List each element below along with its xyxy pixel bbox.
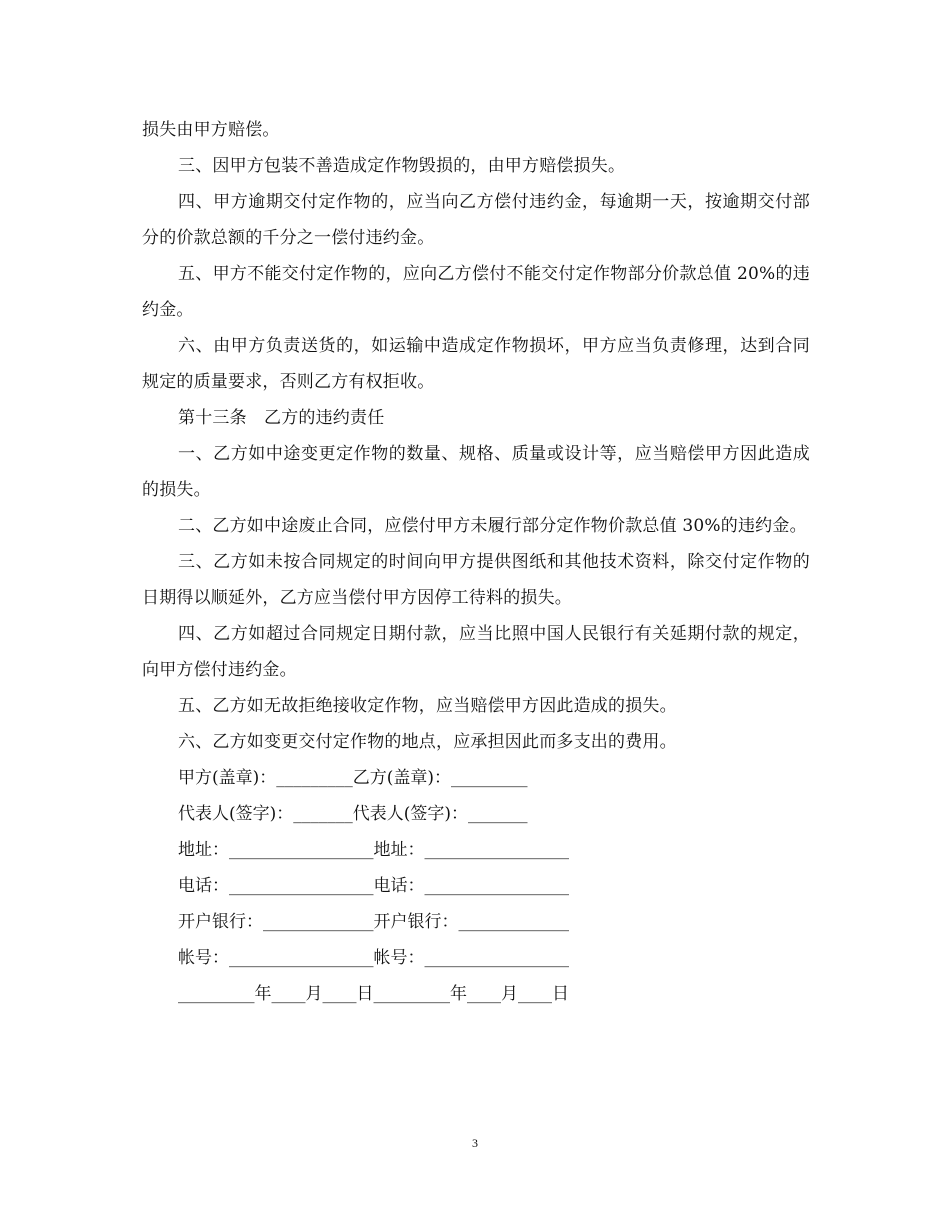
page-number: 3 bbox=[472, 1136, 478, 1150]
signature-address-line: 地址：_________________地址：_________________ bbox=[178, 840, 569, 860]
clause-party-a-transport: 六、由甲方负责送货的，如运输中造成定作物损坏，甲方应当负责修理，达到合同规定的质量要求，否则乙方有权拒收。 bbox=[142, 336, 810, 392]
signature-phone-line: 电话：_________________电话：_________________ bbox=[178, 876, 569, 896]
clause-party-a-non-delivery: 五、甲方不能交付定作物的，应向乙方偿付不能交付定作物部分价款总值 20%的违约金。 bbox=[142, 264, 810, 320]
clause-party-b-late-payment: 四、乙方如超过合同规定日期付款，应当比照中国人民银行有关延期付款的规定，向甲方偿付违约金。 bbox=[142, 624, 810, 680]
signature-bank-line: 开户银行：_____________开户银行：_____________ bbox=[178, 912, 569, 932]
clause-party-a-packaging: 三、因甲方包装不善造成定作物毁损的，由甲方赔偿损失。 bbox=[178, 156, 626, 176]
article-13-heading: 第十三条 乙方的违约责任 bbox=[178, 408, 385, 428]
clause-party-b-change: 一、乙方如中途变更定作物的数量、规格、质量或设计等，应当赔偿甲方因此造成的损失。 bbox=[142, 444, 810, 500]
clause-party-b-termination: 二、乙方如中途废止合同，应偿付甲方未履行部分定作物价款总值 30%的违约金。 bbox=[178, 516, 807, 536]
clause-party-b-location-change: 六、乙方如变更交付定作物的地点，应承担因此而多支出的费用。 bbox=[178, 732, 677, 752]
clause-party-a-late-delivery: 四、甲方逾期交付定作物的，应当向乙方偿付违约金，每逾期一天，按逾期交付部分的价款总额的千分之一偿付违约金。 bbox=[142, 192, 810, 248]
signature-date-line: _________年____月____日_________年____月____日 bbox=[178, 984, 569, 1004]
signature-representative-line: 代表人(签字)：_______代表人(签字)：_______ bbox=[178, 804, 528, 824]
signature-seal-line: 甲方(盖章)：_________乙方(盖章)：_________ bbox=[178, 768, 528, 788]
signature-block bbox=[142, 760, 810, 1012]
paragraph-continuation: 损失由甲方赔偿。 bbox=[142, 120, 280, 140]
clause-party-b-refusal: 五、乙方如无故拒绝接收定作物，应当赔偿甲方因此造成的损失。 bbox=[178, 696, 677, 716]
signature-account-line: 帐号：_________________帐号：_________________ bbox=[178, 948, 569, 968]
clause-party-b-drawings: 三、乙方如未按合同规定的时间向甲方提供图纸和其他技术资料，除交付定作物的日期得以顺延外，乙方应当偿付甲方因停工待料的损失。 bbox=[142, 552, 810, 608]
document-body bbox=[142, 112, 810, 1012]
